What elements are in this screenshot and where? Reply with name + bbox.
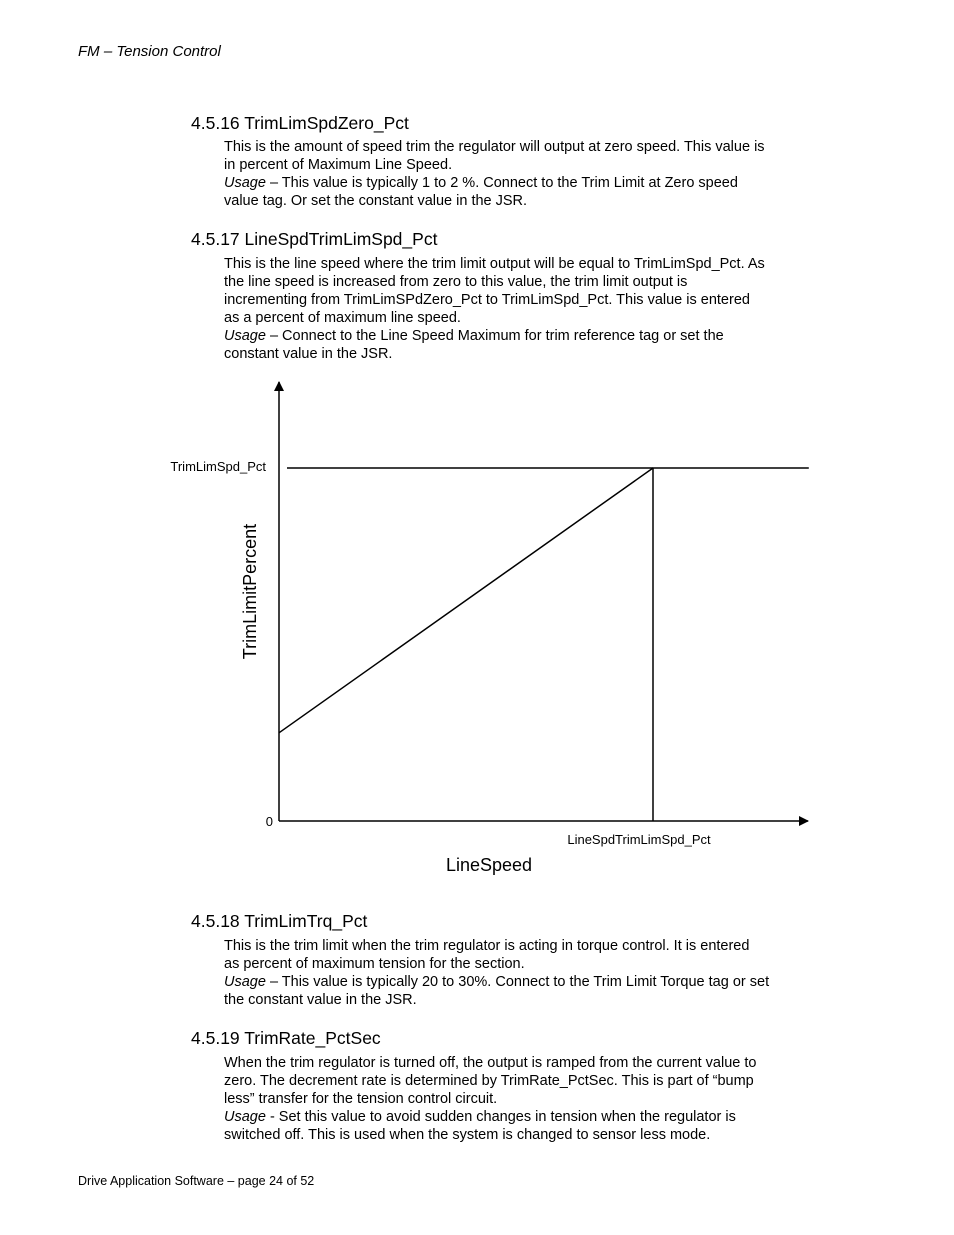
usage-text: – This value is typically 20 to 30%. Connect to the Trim Limit Torque tag or set — [265, 974, 770, 990]
x-tick-label-line-spd-trim-lim-spd: LineSpdTrimLimSpd_Pct — [567, 832, 711, 847]
usage-line — [224, 327, 824, 345]
section-body — [224, 937, 824, 1009]
trim-limit-chart — [0, 370, 954, 890]
section-heading: 4.5.19 TrimRate_PctSec — [191, 1028, 381, 1048]
page-footer: Drive Application Software – page 24 of 52 — [78, 1174, 315, 1188]
usage-line: value tag. Or set the constant value in the JSR. — [224, 193, 528, 209]
usage-line: switched off. This is used when the system is changed to sensor less mode. — [224, 1127, 711, 1143]
section-body — [224, 138, 824, 210]
body-line: less” transfer for the tension control circuit. — [224, 1091, 498, 1107]
section-heading: 4.5.18 TrimLimTrq_Pct — [191, 911, 368, 931]
body-line: as a percent of maximum line speed. — [224, 310, 461, 326]
body-line: as percent of maximum tension for the section. — [224, 956, 525, 972]
body-line: zero. The decrement rate is determined by TrimRate_PctSec. This is part of “bump — [224, 1073, 754, 1089]
section-heading: 4.5.16 TrimLimSpdZero_Pct — [191, 113, 409, 133]
usage-label: Usage — [224, 974, 266, 990]
page-header: FM – Tension Control — [78, 43, 221, 60]
usage-label: Usage — [224, 1109, 266, 1125]
usage-line — [224, 1108, 824, 1126]
y-tick-label-zero: 0 — [265, 814, 273, 829]
body-line: This is the amount of speed trim the regulator will output at zero speed. This value is — [224, 139, 765, 155]
x-axis-label: LineSpeed — [445, 855, 533, 875]
usage-line: the constant value in the JSR. — [224, 992, 417, 1008]
usage-label: Usage — [224, 328, 266, 344]
y-tick-label-trim-lim-spd: TrimLimSpd_Pct — [170, 459, 266, 474]
section-body — [224, 255, 824, 363]
usage-text: – This value is typically 1 to 2 %. Connect to the Trim Limit at Zero speed — [265, 175, 738, 191]
body-line: incrementing from TrimLimSPdZero_Pct to TrimLimSpd_Pct. This value is entered — [224, 292, 750, 308]
body-line: in percent of Maximum Line Speed. — [224, 157, 453, 173]
usage-text: – Connect to the Line Speed Maximum for trim reference tag or set the — [265, 328, 724, 344]
body-line: This is the line speed where the trim limit output will be equal to TrimLimSpd_Pct. As — [224, 256, 765, 272]
trim-limit-series-line — [279, 468, 809, 733]
usage-text: - Set this value to avoid sudden changes in tension when the regulator is — [265, 1109, 736, 1125]
usage-line: constant value in the JSR. — [224, 346, 393, 362]
section-body — [224, 1054, 824, 1144]
body-line: This is the trim limit when the trim regulator is acting in torque control. It is entered — [224, 938, 750, 954]
usage-line — [224, 174, 824, 192]
section-heading: 4.5.17 LineSpdTrimLimSpd_Pct — [191, 229, 438, 249]
body-line: When the trim regulator is turned off, the output is ramped from the current value to — [224, 1055, 757, 1071]
y-axis-label: TrimLimitPercent — [240, 523, 260, 660]
usage-label: Usage — [224, 175, 266, 191]
body-line: the line speed is increased from zero to this value, the trim limit output is — [224, 274, 688, 290]
usage-line — [224, 973, 824, 991]
